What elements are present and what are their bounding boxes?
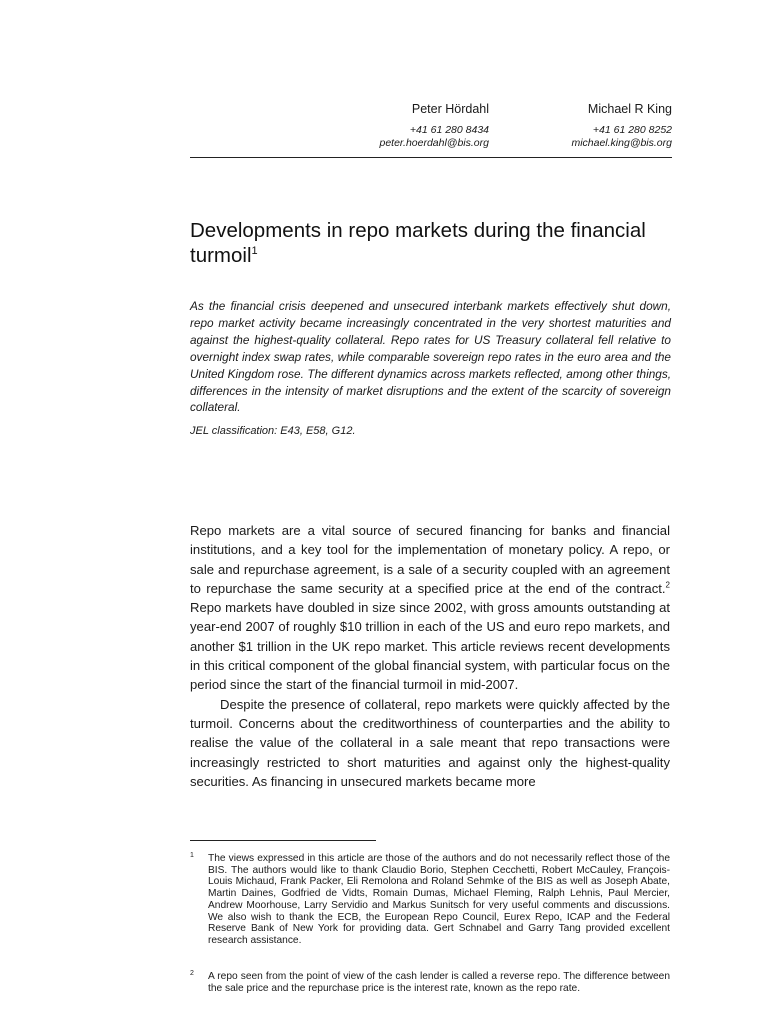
author-block-hoerdahl bbox=[379, 101, 489, 150]
article-body bbox=[190, 521, 670, 791]
article-title bbox=[190, 218, 680, 268]
footnote-marker-2[interactable]: 2 bbox=[665, 580, 670, 590]
footnote-number: 2 bbox=[190, 970, 194, 977]
author-name: Michael R King bbox=[587, 102, 672, 116]
abstract: As the financial crisis deepened and unsecured interbank markets effectively shut down, repo market activity became increasingly concentrated in the very shortest maturities and against the highest-quality collateral. Repo rates for US Treasury collateral fell relative to overnight index swap rates, while comparable sovereign repo rates in the euro area and the United Kingdom rose. The different dynamics across markets reflected, among other things, differences in the intensity of market disruptions and the extent of the scarcity of sovereign collateral. bbox=[190, 299, 671, 415]
author-phone: +41 61 280 8252 bbox=[592, 124, 672, 136]
jel-classification: JEL classification: E43, E58, G12. bbox=[190, 425, 356, 437]
author-name: Peter Hördahl bbox=[411, 102, 489, 116]
author-contact bbox=[571, 124, 672, 150]
body-paragraph-1-part-a: Repo markets are a vital source of secured financing for banks and financial institutions, and a key tool for the implementation of monetary policy. A repo, or sale and repurchase agreement, is a sale of a security coupled with an agreement to repurchase the same security at a specified price at the end of the contract. bbox=[190, 523, 670, 596]
title-footnote-marker[interactable]: 1 bbox=[251, 245, 258, 258]
author-email[interactable]: peter.hoerdahl@bis.org bbox=[379, 137, 489, 149]
body-paragraph-2: Despite the presence of collateral, repo markets were quickly affected by the turmoil. Concerns about the creditworthiness of counterparties and the ability to realise the value of the collateral in a sale meant that repo transactions were increasingly restricted to short maturities and against only the highest-quality securities. As financing in unsecured markets became more bbox=[190, 696, 670, 789]
header-divider bbox=[190, 157, 672, 158]
footnote-text: The views expressed in this article are those of the authors and do not necessarily reflect those of the BIS. The authors would like to thank Claudio Borio, Stephen Cecchetti, Robert McCauley, François-Louis Michaud, Frank Packer, Eli Remolona and Roland Sehmke of the BIS as well as Joseph Abate, Martin Daines, Godfried de Vidts, Romain Dumas, Michael Fleming, Ralph Lehnis, Paul Mercier, Andrew Moorhouse, Larry Servidio and Markus Sunitsch for very useful comments and discussions. We also wish to thank the ECB, the European Repo Council, Eurex Repo, ICAP and the Federal Reserve Bank of New York for providing data. Gert Schnabel and Garry Tang provided excellent research assistance. bbox=[208, 853, 670, 946]
author-contact bbox=[379, 124, 489, 150]
footnote-divider bbox=[190, 840, 376, 841]
body-paragraph-1-part-b: Repo markets have doubled in size since 2002, with gross amounts outstanding at year-end 2007 of roughly $10 trillion in each of the US and euro repo markets, and another $1 trillion in the UK repo market. This article reviews recent developments in this critical component of the global financial system, with particular focus on the period since the start of the financial turmoil in mid-2007. bbox=[190, 600, 670, 693]
author-email[interactable]: michael.king@bis.org bbox=[571, 137, 672, 149]
footnote-1 bbox=[190, 853, 670, 947]
footnote-text: A repo seen from the point of view of the cash lender is called a reverse repo. The difference between the sale price and the repurchase price is the interest rate, known as the repo rate. bbox=[208, 971, 670, 994]
article-title-text: Developments in repo markets during the financial turmoil bbox=[190, 219, 646, 267]
footnote-2 bbox=[190, 971, 670, 994]
body-paragraph-1 bbox=[190, 521, 670, 695]
footnote-number: 1 bbox=[190, 852, 194, 859]
author-block-king bbox=[571, 101, 672, 150]
author-phone: +41 61 280 8434 bbox=[409, 124, 489, 136]
